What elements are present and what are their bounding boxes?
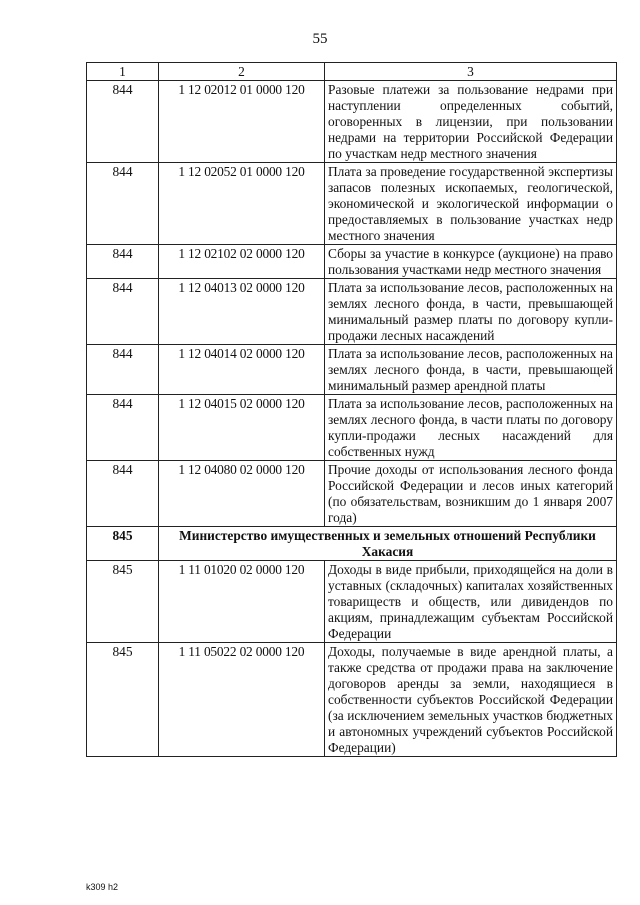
budget-code: 1 12 02102 02 0000 120 — [159, 245, 325, 279]
header-row — [87, 63, 617, 81]
ministry-header-row — [87, 527, 617, 561]
column-header-1: 1 — [87, 63, 159, 81]
budget-code: 1 11 05022 02 0000 120 — [159, 643, 325, 757]
revenue-description: Плата за проведение государственной экспертизы запасов полезных ископаемых, геологической, экономической и экологической информации о предоставляемых в пользование участках недр местного значения — [325, 163, 617, 245]
revenue-description: Плата за использование лесов, расположенных на землях лесного фонда, в части платы по договору купли-продажи лесных насаждений для собственных нужд — [325, 395, 617, 461]
revenue-description: Доходы, получаемые в виде арендной платы, а также средства от продажи права на заключение договоров аренды за земли, находящиеся в собственности субъектов Российской Федерации (за исключением земельных участков бюджетных и автономных учреждений субъектов Российской Федерации) — [325, 643, 617, 757]
budget-code: 1 12 04013 02 0000 120 — [159, 279, 325, 345]
table-row — [87, 163, 617, 245]
revenue-description: Сборы за участие в конкурсе (аукционе) на право пользования участками недр местного значения — [325, 245, 617, 279]
admin-code: 844 — [87, 345, 159, 395]
revenue-description: Разовые платежи за пользование недрами при наступлении определенных событий, оговоренных в лицензии, при пользовании недрами на территории Российской Федерации по участкам недр местного значения — [325, 81, 617, 163]
revenue-description: Плата за использование лесов, расположенных на землях лесного фонда, в части, превышающей минимальный размер арендной платы — [325, 345, 617, 395]
column-header-3: 3 — [325, 63, 617, 81]
document-footer-code: k309 h2 — [86, 882, 119, 892]
admin-code: 844 — [87, 461, 159, 527]
admin-code: 844 — [87, 81, 159, 163]
table-row — [87, 345, 617, 395]
budget-code: 1 12 04080 02 0000 120 — [159, 461, 325, 527]
table-row — [87, 643, 617, 757]
budget-code: 1 12 04015 02 0000 120 — [159, 395, 325, 461]
ministry-title: Министерство имущественных и земельных отношений Республики Хакасия — [159, 527, 617, 561]
revenue-codes-table — [86, 62, 617, 757]
table-row — [87, 395, 617, 461]
column-header-2: 2 — [159, 63, 325, 81]
table-row — [87, 561, 617, 643]
budget-code: 1 12 02012 01 0000 120 — [159, 81, 325, 163]
table-row — [87, 279, 617, 345]
revenue-description: Прочие доходы от использования лесного фонда Российской Федерации и лесов иных категорий (по обязательствам, возникшим до 1 января 2007 года) — [325, 461, 617, 527]
table-row — [87, 81, 617, 163]
admin-code: 844 — [87, 395, 159, 461]
admin-code: 844 — [87, 245, 159, 279]
admin-code: 844 — [87, 163, 159, 245]
page-number: 55 — [312, 31, 328, 47]
admin-code: 845 — [87, 643, 159, 757]
table-row — [87, 461, 617, 527]
budget-code: 1 12 04014 02 0000 120 — [159, 345, 325, 395]
revenue-description: Плата за использование лесов, расположенных на землях лесного фонда, в части, превышающей минимальный размер платы по договору купли-продажи лесных насаждений — [325, 279, 617, 345]
revenue-description: Доходы в виде прибыли, приходящейся на доли в уставных (складочных) капиталах хозяйственных товариществ и обществ, или дивидендов по акциям, принадлежащим субъектам Российской Федерации — [325, 561, 617, 643]
ministry-admin-code: 845 — [87, 527, 159, 561]
table-row — [87, 245, 617, 279]
budget-code: 1 11 01020 02 0000 120 — [159, 561, 325, 643]
budget-code: 1 12 02052 01 0000 120 — [159, 163, 325, 245]
admin-code: 845 — [87, 561, 159, 643]
admin-code: 844 — [87, 279, 159, 345]
